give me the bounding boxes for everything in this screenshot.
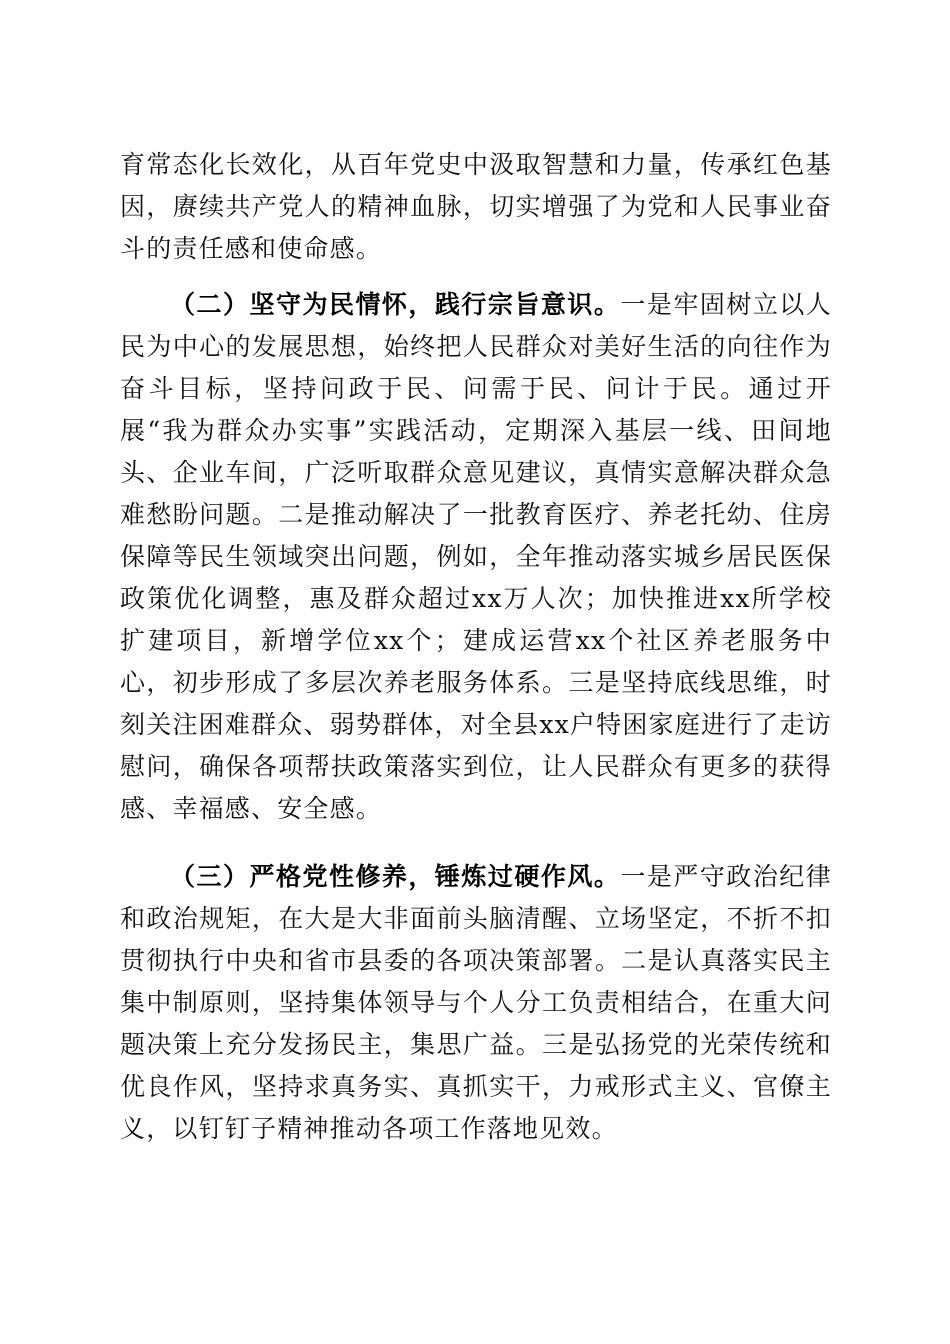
paragraph-continuation	[120, 144, 832, 270]
paragraph-body: 育常态化长效化，从百年党史中汲取智慧和力量，传承红色基因，赓续共产党人的精神血脉，切实增强了为党和人民事业奋斗的责任感和使命感。	[120, 150, 832, 263]
paragraph-section-two	[120, 284, 832, 830]
paragraph-body: 一是牢固树立以人民为中心的发展思想，始终把人民群众对美好生活的向往作为奋斗目标，坚持问政于民、问需于民、问计于民。通过开展“我为群众办实事”实践活动，定期深入基层一线、田间地头、企业车间，广泛听取群众意见建议，真情实意解决群众急难愁盼问题。二是推动解决了一批教育医疗、养老托幼、住房保障等民生领域突出问题，例如，全年推动落实城乡居民医保政策优化调整，惠及群众超过xx万人次；加快推进xx所学校扩建项目，新增学位xx个；建成运营xx个社区养老服务中心，初步形成了多层次养老服务体系。三是坚持底线思维，时刻关注困难群众、弱势群体，对全县xx户特困家庭进行了走访慰问，确保各项帮扶政策落实到位，让人民群众有更多的获得感、幸福感、安全感。	[120, 290, 832, 823]
paragraph-section-three	[120, 856, 832, 1150]
section-heading: （二）坚守为民情怀，践行宗旨意识。	[170, 290, 621, 319]
section-heading: （三）严格党性修养，锤炼过硬作风。	[170, 862, 621, 891]
paragraph-body: 一是严守政治纪律和政治规矩，在大是大非面前头脑清醒、立场坚定，不折不扣贯彻执行中央和省市县委的各项决策部署。二是认真落实民主集中制原则，坚持集体领导与个人分工负责相结合，在重大问题决策上充分发扬民主，集思广益。三是弘扬党的光荣传统和优良作风，坚持求真务实、真抓实干，力戒形式主义、官僚主义，以钉钉子精神推动各项工作落地见效。	[120, 862, 832, 1143]
